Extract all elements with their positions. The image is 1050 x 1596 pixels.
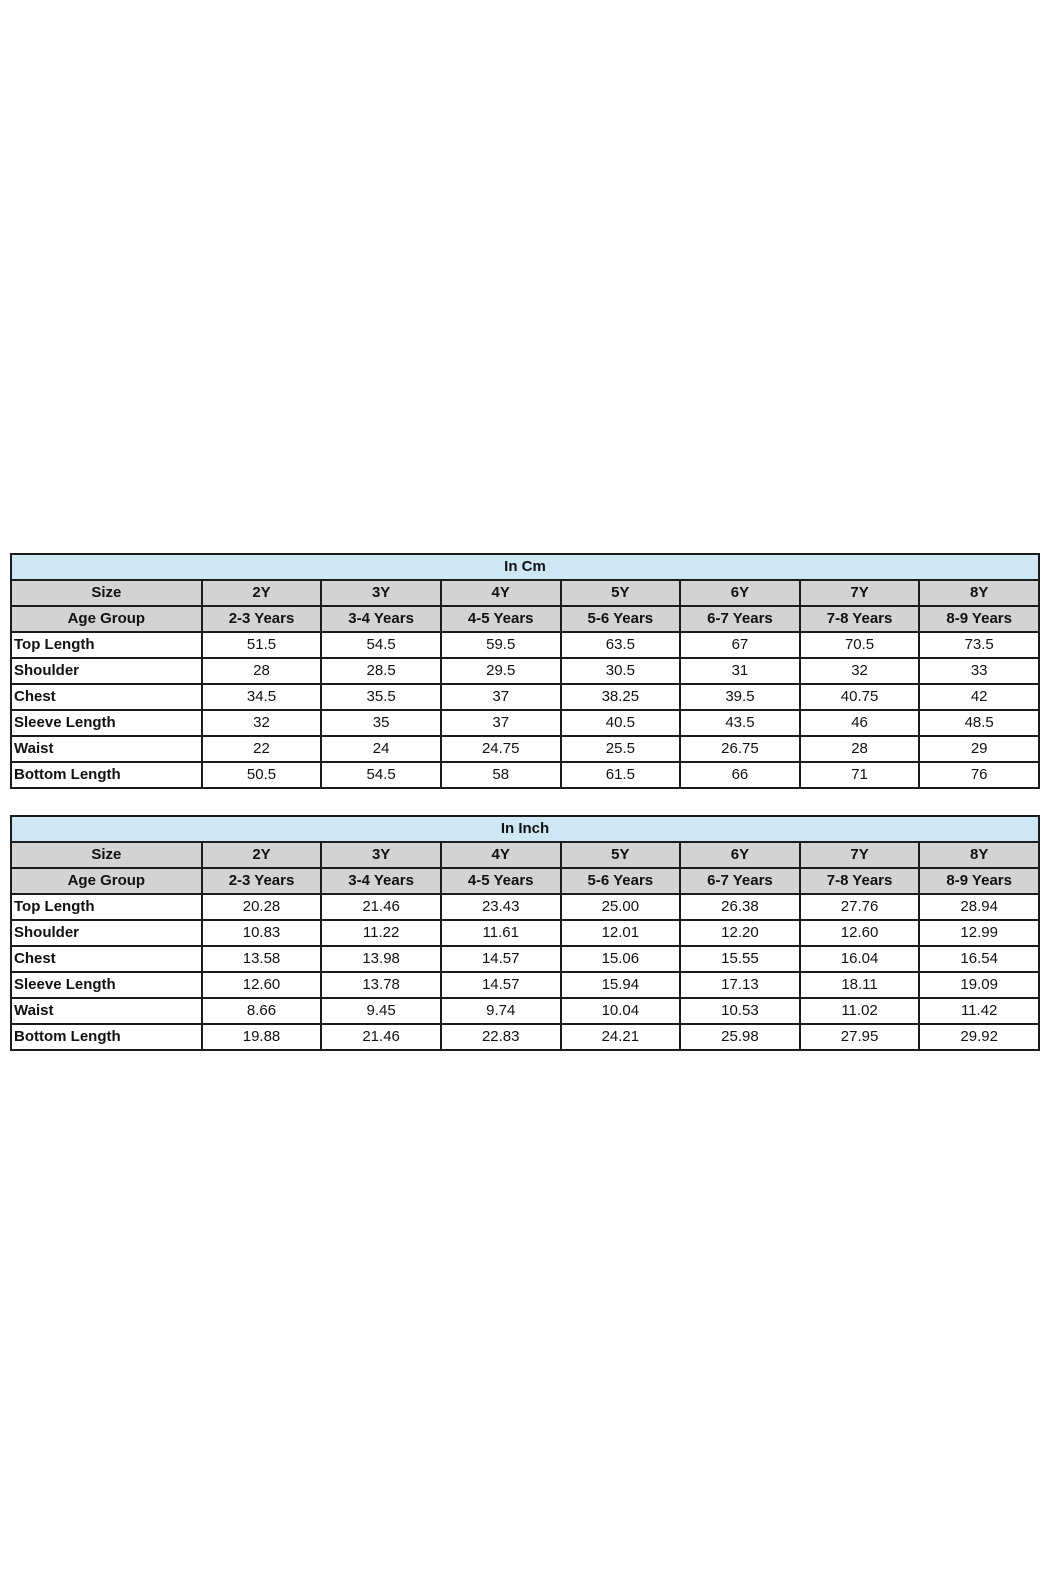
measurement-value: 50.5: [202, 762, 322, 788]
row-label: Waist: [11, 736, 202, 762]
measurement-value: 15.06: [561, 946, 681, 972]
table-row: [11, 972, 1039, 998]
measurement-value: 40.75: [800, 684, 920, 710]
header-value: 3-4 Years: [321, 606, 441, 632]
measurement-value: 24.75: [441, 736, 561, 762]
measurement-value: 12.60: [800, 920, 920, 946]
table-row: [11, 946, 1039, 972]
measurement-value: 28: [202, 658, 322, 684]
measurement-value: 9.74: [441, 998, 561, 1024]
header-value: 3Y: [321, 842, 441, 868]
table-title-row: [11, 554, 1039, 580]
measurement-value: 14.57: [441, 972, 561, 998]
header-value: 4Y: [441, 580, 561, 606]
measurement-value: 70.5: [800, 632, 920, 658]
header-value: 4Y: [441, 842, 561, 868]
table-row: [11, 710, 1039, 736]
measurement-value: 25.98: [680, 1024, 800, 1050]
measurement-value: 26.38: [680, 894, 800, 920]
measurement-value: 67: [680, 632, 800, 658]
header-value: 7-8 Years: [800, 606, 920, 632]
header-value: 7-8 Years: [800, 868, 920, 894]
table-row: [11, 998, 1039, 1024]
header-row-label: Age Group: [11, 606, 202, 632]
header-value: 8-9 Years: [919, 606, 1039, 632]
measurement-value: 24.21: [561, 1024, 681, 1050]
measurement-value: 12.01: [561, 920, 681, 946]
measurement-value: 11.42: [919, 998, 1039, 1024]
measurement-value: 51.5: [202, 632, 322, 658]
measurement-value: 22.83: [441, 1024, 561, 1050]
measurement-value: 54.5: [321, 632, 441, 658]
header-value: 6-7 Years: [680, 868, 800, 894]
measurement-value: 30.5: [561, 658, 681, 684]
measurement-value: 28: [800, 736, 920, 762]
header-row: [11, 580, 1039, 606]
measurement-value: 34.5: [202, 684, 322, 710]
measurement-value: 33: [919, 658, 1039, 684]
size-table-inch: [10, 815, 1040, 1051]
table-row: [11, 658, 1039, 684]
measurement-value: 13.98: [321, 946, 441, 972]
measurement-value: 10.04: [561, 998, 681, 1024]
table-title: In Cm: [11, 554, 1039, 580]
measurement-value: 61.5: [561, 762, 681, 788]
row-label: Chest: [11, 684, 202, 710]
header-value: 6-7 Years: [680, 606, 800, 632]
row-label: Shoulder: [11, 920, 202, 946]
table-title-row: [11, 816, 1039, 842]
size-table-cm: [10, 553, 1040, 789]
table-row: [11, 684, 1039, 710]
table-row: [11, 762, 1039, 788]
header-value: 4-5 Years: [441, 868, 561, 894]
measurement-value: 39.5: [680, 684, 800, 710]
measurement-value: 8.66: [202, 998, 322, 1024]
measurement-value: 9.45: [321, 998, 441, 1024]
measurement-value: 16.54: [919, 946, 1039, 972]
measurement-value: 10.53: [680, 998, 800, 1024]
measurement-value: 29.92: [919, 1024, 1039, 1050]
measurement-value: 40.5: [561, 710, 681, 736]
row-label: Sleeve Length: [11, 710, 202, 736]
size-chart-tables: [10, 553, 1040, 1077]
measurement-value: 23.43: [441, 894, 561, 920]
measurement-value: 37: [441, 684, 561, 710]
header-value: 5Y: [561, 842, 681, 868]
measurement-value: 11.02: [800, 998, 920, 1024]
header-value: 6Y: [680, 580, 800, 606]
measurement-value: 29: [919, 736, 1039, 762]
row-label: Top Length: [11, 894, 202, 920]
measurement-value: 15.55: [680, 946, 800, 972]
header-value: 7Y: [800, 842, 920, 868]
measurement-value: 17.13: [680, 972, 800, 998]
measurement-value: 29.5: [441, 658, 561, 684]
header-row-label: Size: [11, 580, 202, 606]
measurement-value: 63.5: [561, 632, 681, 658]
measurement-value: 28.94: [919, 894, 1039, 920]
measurement-value: 28.5: [321, 658, 441, 684]
header-value: 2-3 Years: [202, 868, 322, 894]
measurement-value: 10.83: [202, 920, 322, 946]
measurement-value: 31: [680, 658, 800, 684]
measurement-value: 13.78: [321, 972, 441, 998]
measurement-value: 19.88: [202, 1024, 322, 1050]
table-row: [11, 632, 1039, 658]
header-value: 2-3 Years: [202, 606, 322, 632]
header-value: 7Y: [800, 580, 920, 606]
measurement-value: 76: [919, 762, 1039, 788]
measurement-value: 37: [441, 710, 561, 736]
measurement-value: 59.5: [441, 632, 561, 658]
header-value: 8Y: [919, 842, 1039, 868]
row-label: Waist: [11, 998, 202, 1024]
header-row-label: Size: [11, 842, 202, 868]
measurement-value: 27.95: [800, 1024, 920, 1050]
measurement-value: 22: [202, 736, 322, 762]
measurement-value: 26.75: [680, 736, 800, 762]
table-row: [11, 736, 1039, 762]
measurement-value: 11.61: [441, 920, 561, 946]
measurement-value: 48.5: [919, 710, 1039, 736]
table-row: [11, 1024, 1039, 1050]
header-value: 3Y: [321, 580, 441, 606]
measurement-value: 14.57: [441, 946, 561, 972]
header-row: [11, 606, 1039, 632]
table-row: [11, 920, 1039, 946]
measurement-value: 16.04: [800, 946, 920, 972]
measurement-value: 18.11: [800, 972, 920, 998]
measurement-value: 13.58: [202, 946, 322, 972]
measurement-value: 43.5: [680, 710, 800, 736]
row-label: Bottom Length: [11, 1024, 202, 1050]
measurement-value: 32: [202, 710, 322, 736]
size-table-inch-body: [11, 816, 1039, 1050]
measurement-value: 24: [321, 736, 441, 762]
measurement-value: 46: [800, 710, 920, 736]
table-row: [11, 894, 1039, 920]
measurement-value: 58: [441, 762, 561, 788]
measurement-value: 25.00: [561, 894, 681, 920]
row-label: Bottom Length: [11, 762, 202, 788]
measurement-value: 27.76: [800, 894, 920, 920]
header-row: [11, 868, 1039, 894]
header-value: 8-9 Years: [919, 868, 1039, 894]
header-value: 2Y: [202, 842, 322, 868]
row-label: Chest: [11, 946, 202, 972]
header-value: 4-5 Years: [441, 606, 561, 632]
measurement-value: 15.94: [561, 972, 681, 998]
row-label: Sleeve Length: [11, 972, 202, 998]
measurement-value: 21.46: [321, 894, 441, 920]
measurement-value: 66: [680, 762, 800, 788]
measurement-value: 38.25: [561, 684, 681, 710]
measurement-value: 12.99: [919, 920, 1039, 946]
measurement-value: 19.09: [919, 972, 1039, 998]
header-row-label: Age Group: [11, 868, 202, 894]
table-title: In Inch: [11, 816, 1039, 842]
measurement-value: 25.5: [561, 736, 681, 762]
header-row: [11, 842, 1039, 868]
measurement-value: 21.46: [321, 1024, 441, 1050]
measurement-value: 35.5: [321, 684, 441, 710]
measurement-value: 73.5: [919, 632, 1039, 658]
header-value: 2Y: [202, 580, 322, 606]
measurement-value: 54.5: [321, 762, 441, 788]
measurement-value: 12.20: [680, 920, 800, 946]
row-label: Top Length: [11, 632, 202, 658]
header-value: 6Y: [680, 842, 800, 868]
header-value: 8Y: [919, 580, 1039, 606]
header-value: 5-6 Years: [561, 868, 681, 894]
header-value: 3-4 Years: [321, 868, 441, 894]
measurement-value: 71: [800, 762, 920, 788]
measurement-value: 32: [800, 658, 920, 684]
header-value: 5Y: [561, 580, 681, 606]
measurement-value: 11.22: [321, 920, 441, 946]
measurement-value: 20.28: [202, 894, 322, 920]
measurement-value: 42: [919, 684, 1039, 710]
measurement-value: 35: [321, 710, 441, 736]
measurement-value: 12.60: [202, 972, 322, 998]
row-label: Shoulder: [11, 658, 202, 684]
header-value: 5-6 Years: [561, 606, 681, 632]
size-table-cm-body: [11, 554, 1039, 788]
